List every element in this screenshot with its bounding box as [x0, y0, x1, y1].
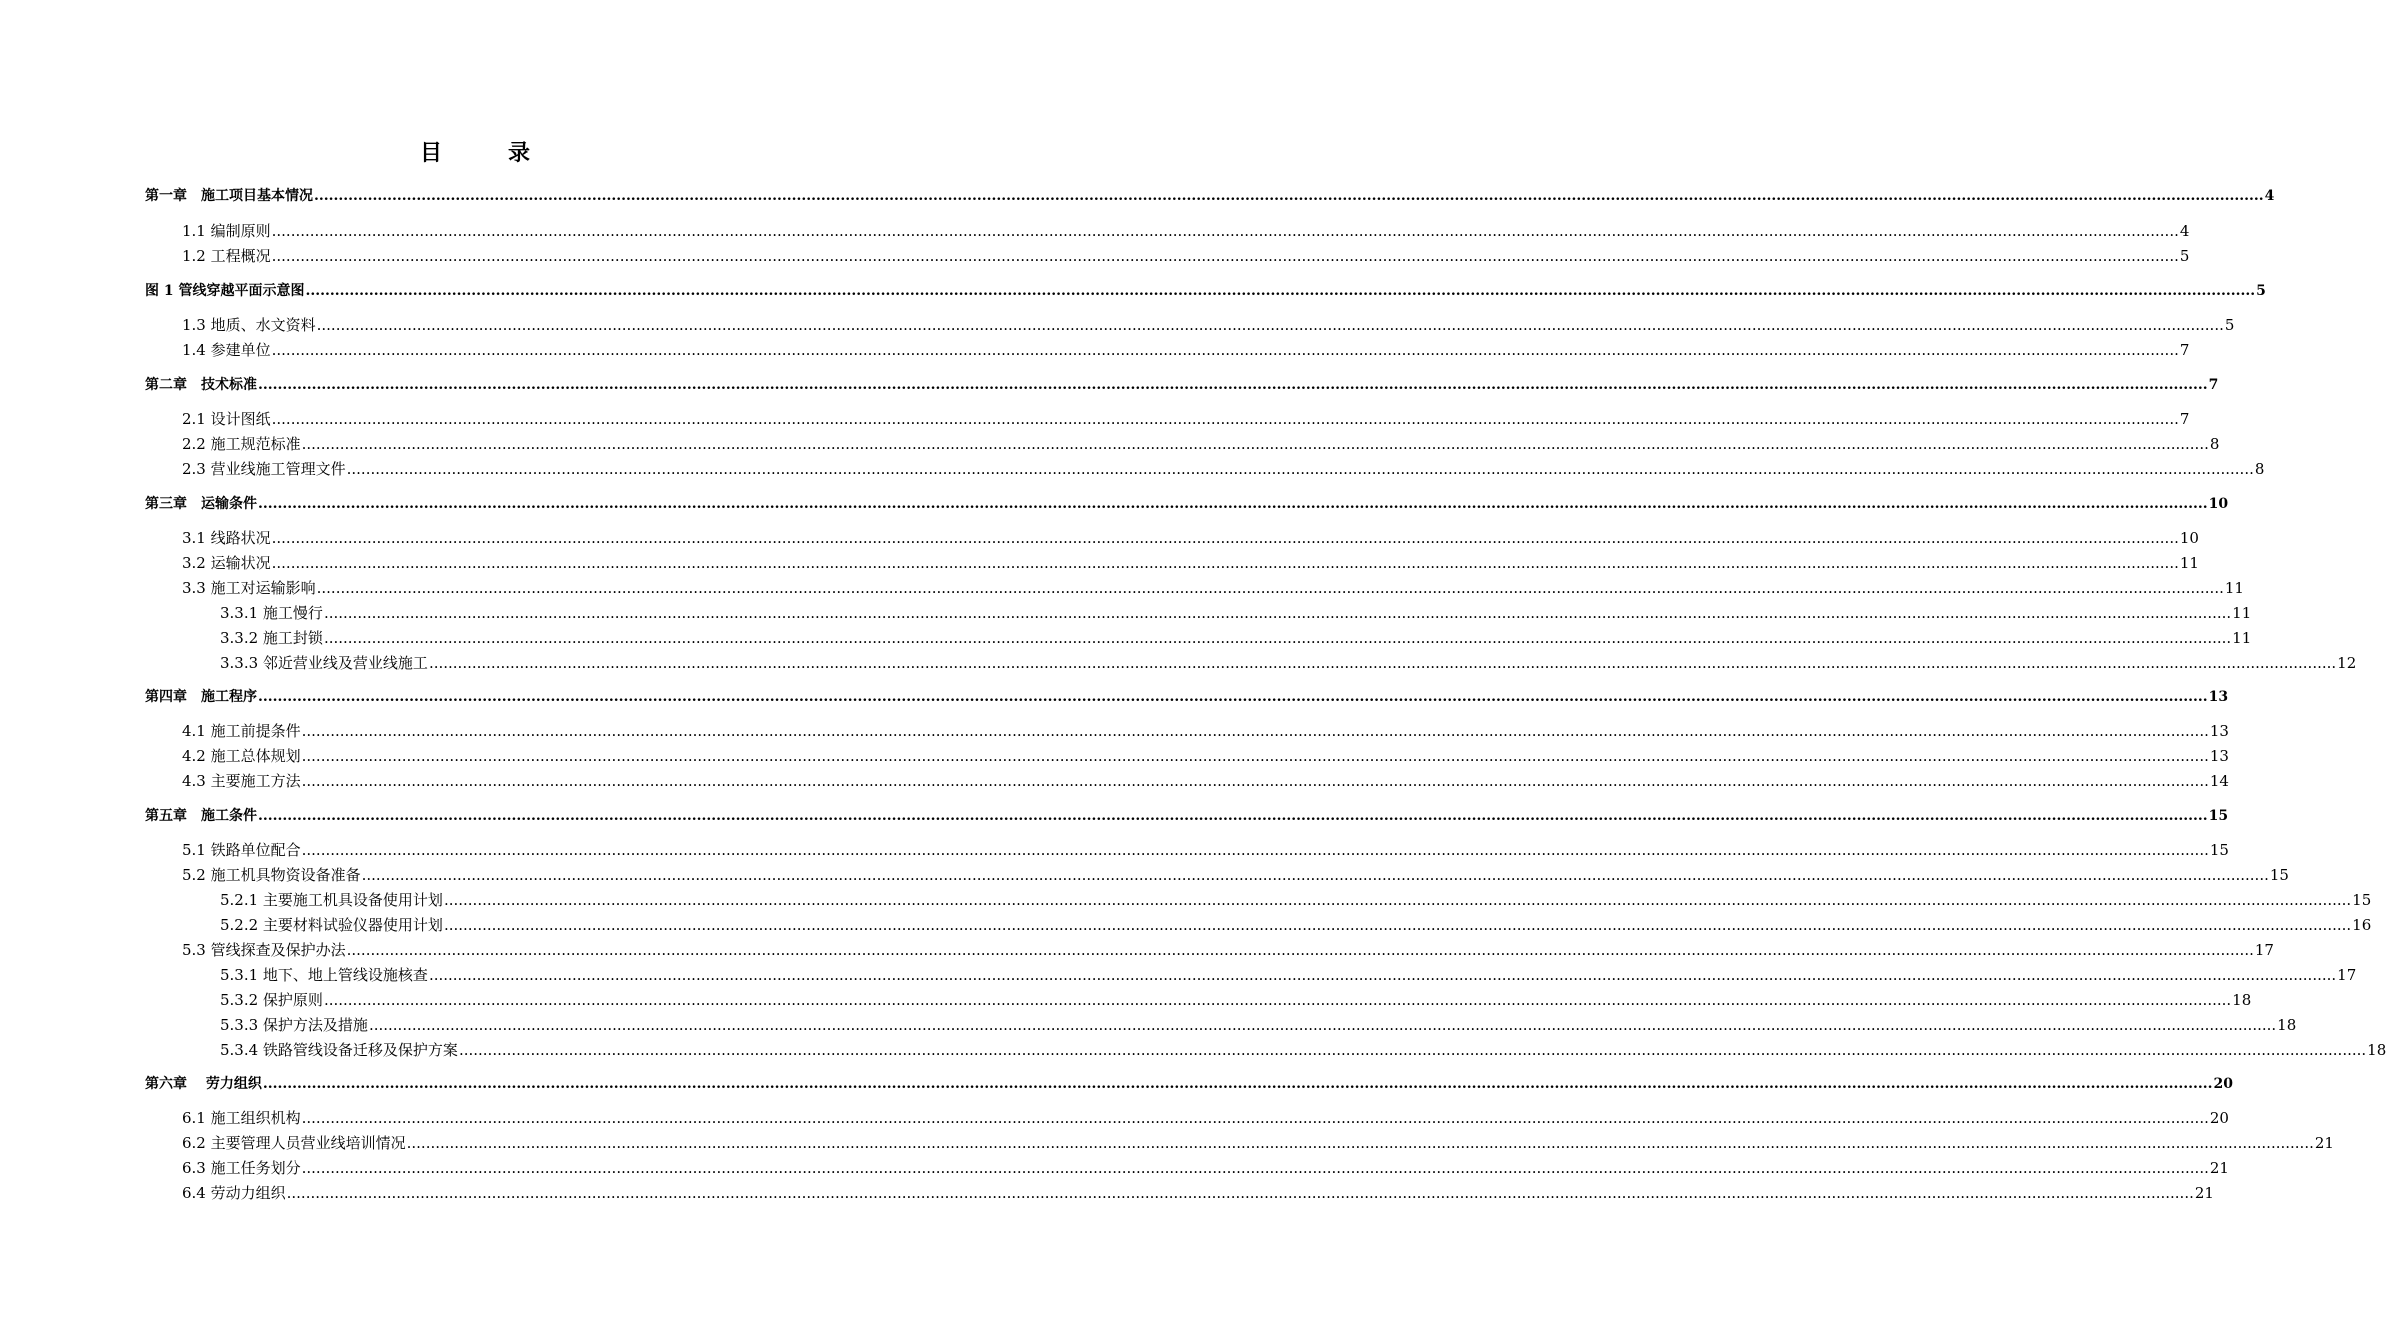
toc-entry-label: 5.3.4 铁路管线设备迁移及保护方案: [220, 1041, 458, 1059]
toc-entry[interactable]: [145, 686, 2229, 708]
toc-dot-leader: ................................................................................................................................................................................................................................................................................................................................................................................................................: [258, 377, 2208, 393]
toc-entry[interactable]: [182, 339, 2190, 361]
toc-entry-page: 15: [2269, 866, 2289, 884]
toc-entry[interactable]: [145, 493, 2229, 515]
toc-entry-page: 8: [2254, 460, 2265, 478]
toc-entry[interactable]: [182, 839, 2229, 861]
toc-entry[interactable]: [145, 805, 2229, 827]
toc-entry-page: 17: [2254, 941, 2274, 959]
toc-dot-leader: ................................................................................................................................................................................................................................................................................................................................................................................................................: [258, 689, 2208, 705]
toc-entry-label: 3.3.1 施工慢行: [220, 604, 323, 622]
toc-dot-leader: ................................................................................................................................................................................................................................................................................................................................................................................................................: [314, 188, 2264, 204]
toc-dot-leader: ................................................................................................................................................................................................................................................................................................................................................................................................................: [323, 629, 2232, 647]
toc-entry[interactable]: [182, 220, 2190, 242]
toc-entry-page: 7: [2179, 341, 2190, 359]
toc-dot-leader: ................................................................................................................................................................................................................................................................................................................................................................................................................: [301, 1159, 2209, 1177]
toc-dot-leader: ................................................................................................................................................................................................................................................................................................................................................................................................................: [262, 1076, 2213, 1092]
toc-entry-page: 21: [2194, 1184, 2214, 1202]
toc-entry-page: 21: [2209, 1159, 2229, 1177]
toc-entry[interactable]: [220, 1039, 2386, 1061]
toc-entry-label: 第三章 运输条件: [145, 496, 257, 512]
toc-dot-leader: ................................................................................................................................................................................................................................................................................................................................................................................................................: [443, 891, 2352, 909]
toc-entry[interactable]: [220, 889, 2372, 911]
toc-entry-label: 3.3 施工对运输影响: [182, 579, 316, 597]
toc-dot-leader: ................................................................................................................................................................................................................................................................................................................................................................................................................: [361, 866, 2269, 884]
toc-dot-leader: ................................................................................................................................................................................................................................................................................................................................................................................................................: [271, 222, 2179, 240]
toc-dot-leader: ................................................................................................................................................................................................................................................................................................................................................................................................................: [428, 654, 2337, 672]
toc-dot-leader: ................................................................................................................................................................................................................................................................................................................................................................................................................: [301, 1109, 2209, 1127]
toc-entry-page: 15: [2208, 808, 2229, 824]
toc-entry-page: 15: [2352, 891, 2372, 909]
toc-entry-page: 4: [2179, 222, 2190, 240]
toc-dot-leader: ................................................................................................................................................................................................................................................................................................................................................................................................................: [346, 941, 2254, 959]
toc-entry[interactable]: [182, 408, 2190, 430]
toc-entry[interactable]: [220, 914, 2372, 936]
toc-entry-label: 5.3 管线探查及保护办法: [182, 941, 346, 959]
toc-entry-label: 3.3.3 邻近营业线及营业线施工: [220, 654, 428, 672]
toc-entry-page: 18: [2232, 991, 2252, 1009]
toc-title: 目 录: [419, 140, 552, 166]
toc-entry-label: 5.3.2 保护原则: [220, 991, 323, 1009]
toc-entry-label: 6.2 主要管理人员营业线培训情况: [182, 1134, 406, 1152]
toc-entry-page: 11: [2232, 629, 2252, 647]
toc-entry-label: 1.1 编制原则: [182, 222, 271, 240]
toc-dot-leader: ................................................................................................................................................................................................................................................................................................................................................................................................................: [323, 991, 2232, 1009]
toc-entry[interactable]: [220, 602, 2252, 624]
toc-entry-label: 5.3.3 保护方法及措施: [220, 1016, 368, 1034]
toc-entry-page: 13: [2209, 722, 2229, 740]
toc-entry-page: 21: [2314, 1134, 2334, 1152]
toc-entry-page: 5: [2179, 247, 2190, 265]
toc-entry[interactable]: [182, 245, 2190, 267]
toc-dot-leader: ................................................................................................................................................................................................................................................................................................................................................................................................................: [301, 722, 2209, 740]
toc-dot-leader: ................................................................................................................................................................................................................................................................................................................................................................................................................: [305, 283, 2256, 299]
toc-entry-page: 15: [2209, 841, 2229, 859]
toc-entry-label: 5.2.1 主要施工机具设备使用计划: [220, 891, 443, 909]
toc-entry-label: 6.3 施工任务划分: [182, 1159, 301, 1177]
toc-entry-page: 11: [2179, 554, 2199, 572]
toc-entry-label: 第四章 施工程序: [145, 689, 257, 705]
toc-entry[interactable]: [182, 577, 2244, 599]
toc-entry-label: 2.2 施工规范标准: [182, 435, 301, 453]
toc-dot-leader: ................................................................................................................................................................................................................................................................................................................................................................................................................: [301, 747, 2209, 765]
toc-entry[interactable]: [220, 627, 2252, 649]
toc-entry-page: 16: [2352, 916, 2372, 934]
toc-entry-page: 18: [2367, 1041, 2386, 1059]
toc-entry-page: 10: [2208, 496, 2229, 512]
toc-entry-label: 5.2 施工机具物资设备准备: [182, 866, 361, 884]
toc-entry-label: 第二章 技术标准: [145, 377, 257, 393]
toc-entry-label: 1.3 地质、水文资料: [182, 316, 316, 334]
toc-entry[interactable]: [182, 720, 2229, 742]
toc-entry-label: 3.2 运输状况: [182, 554, 271, 572]
toc-entry[interactable]: [145, 1073, 2233, 1095]
toc-entry-label: 6.1 施工组织机构: [182, 1109, 301, 1127]
toc-entry[interactable]: [220, 1014, 2297, 1036]
toc-entry-label: 第六章 劳力组织: [145, 1076, 262, 1092]
toc-entry[interactable]: [145, 185, 2275, 207]
toc-entry-label: 4.1 施工前提条件: [182, 722, 301, 740]
toc-entry[interactable]: [182, 770, 2229, 792]
toc-entry-label: 1.2 工程概况: [182, 247, 271, 265]
toc-entry[interactable]: [182, 745, 2229, 767]
toc-dot-leader: ................................................................................................................................................................................................................................................................................................................................................................................................................: [286, 1184, 2194, 1202]
toc-entry-page: 14: [2209, 772, 2229, 790]
toc-entry-page: 17: [2337, 966, 2357, 984]
toc-entry-label: 第五章 施工条件: [145, 808, 257, 824]
toc-entry[interactable]: [220, 652, 2357, 674]
toc-entry-page: 20: [2213, 1076, 2233, 1092]
toc-dot-leader: ................................................................................................................................................................................................................................................................................................................................................................................................................: [258, 808, 2208, 824]
toc-dot-leader: ................................................................................................................................................................................................................................................................................................................................................................................................................: [323, 604, 2232, 622]
toc-dot-leader: ................................................................................................................................................................................................................................................................................................................................................................................................................: [271, 247, 2179, 265]
toc-entry-label: 图 1 管线穿越平面示意图: [145, 283, 305, 299]
toc-dot-leader: ................................................................................................................................................................................................................................................................................................................................................................................................................: [271, 529, 2179, 547]
toc-entry[interactable]: [145, 374, 2219, 396]
toc-entry-page: 12: [2337, 654, 2357, 672]
toc-dot-leader: ................................................................................................................................................................................................................................................................................................................................................................................................................: [443, 916, 2352, 934]
toc-entry[interactable]: [182, 1132, 2334, 1154]
toc-entry-page: 20: [2209, 1109, 2229, 1127]
toc-dot-leader: ................................................................................................................................................................................................................................................................................................................................................................................................................: [406, 1134, 2314, 1152]
toc-entry-label: 5.2.2 主要材料试验仪器使用计划: [220, 916, 443, 934]
toc-entry-label: 3.1 线路状况: [182, 529, 271, 547]
toc-entry[interactable]: [220, 964, 2357, 986]
toc-entry[interactable]: [220, 989, 2252, 1011]
toc-dot-leader: ................................................................................................................................................................................................................................................................................................................................................................................................................: [258, 496, 2208, 512]
toc-entry[interactable]: [182, 527, 2199, 549]
toc-dot-leader: ................................................................................................................................................................................................................................................................................................................................................................................................................: [346, 460, 2254, 478]
toc-entry-label: 2.3 营业线施工管理文件: [182, 460, 346, 478]
toc-entry-label: 4.2 施工总体规划: [182, 747, 301, 765]
toc-entry[interactable]: [182, 458, 2265, 480]
toc-dot-leader: ................................................................................................................................................................................................................................................................................................................................................................................................................: [271, 341, 2179, 359]
toc-dot-leader: ................................................................................................................................................................................................................................................................................................................................................................................................................: [301, 841, 2209, 859]
toc-entry-label: 1.4 参建单位: [182, 341, 271, 359]
toc-entry[interactable]: [145, 280, 2266, 302]
toc-entry[interactable]: [182, 552, 2199, 574]
toc-entry-label: 6.4 劳动力组织: [182, 1184, 286, 1202]
toc-entry[interactable]: [182, 1157, 2229, 1179]
toc-entry-page: 13: [2209, 747, 2229, 765]
toc-entry[interactable]: [182, 864, 2289, 886]
toc-entry-label: 4.3 主要施工方法: [182, 772, 301, 790]
toc-entry-label: 第一章 施工项目基本情况: [145, 188, 313, 204]
toc-entry-label: 5.1 铁路单位配合: [182, 841, 301, 859]
toc-entry[interactable]: [182, 1107, 2229, 1129]
toc-dot-leader: ................................................................................................................................................................................................................................................................................................................................................................................................................: [458, 1041, 2367, 1059]
toc-entry-page: 18: [2277, 1016, 2297, 1034]
toc-entry-label: 5.3.1 地下、地上管线设施核查: [220, 966, 428, 984]
toc-dot-leader: ................................................................................................................................................................................................................................................................................................................................................................................................................: [428, 966, 2337, 984]
toc-entry-page: 7: [2179, 410, 2190, 428]
toc-entry-label: 3.3.2 施工封锁: [220, 629, 323, 647]
toc-entry[interactable]: [182, 433, 2220, 455]
toc-dot-leader: ................................................................................................................................................................................................................................................................................................................................................................................................................: [301, 772, 2209, 790]
toc-entry[interactable]: [182, 314, 2235, 336]
toc-entry-page: 10: [2179, 529, 2199, 547]
toc-dot-leader: ................................................................................................................................................................................................................................................................................................................................................................................................................: [271, 410, 2179, 428]
toc-entry-page: 5: [2256, 283, 2266, 299]
toc-entry[interactable]: [182, 939, 2274, 961]
toc-entry[interactable]: [182, 1182, 2214, 1204]
toc-entry-page: 8: [2209, 435, 2220, 453]
toc-dot-leader: ................................................................................................................................................................................................................................................................................................................................................................................................................: [316, 316, 2224, 334]
toc-entry-page: 13: [2208, 689, 2229, 705]
toc-entry-page: 11: [2232, 604, 2252, 622]
toc-entry-page: 11: [2224, 579, 2244, 597]
toc-entry-label: 2.1 设计图纸: [182, 410, 271, 428]
toc-dot-leader: ................................................................................................................................................................................................................................................................................................................................................................................................................: [271, 554, 2179, 572]
toc-entry-page: 5: [2224, 316, 2235, 334]
toc-dot-leader: ................................................................................................................................................................................................................................................................................................................................................................................................................: [301, 435, 2209, 453]
toc-entry-page: 7: [2208, 377, 2219, 393]
toc-dot-leader: ................................................................................................................................................................................................................................................................................................................................................................................................................: [368, 1016, 2277, 1034]
toc-dot-leader: ................................................................................................................................................................................................................................................................................................................................................................................................................: [316, 579, 2224, 597]
toc-entry-page: 4: [2264, 188, 2275, 204]
